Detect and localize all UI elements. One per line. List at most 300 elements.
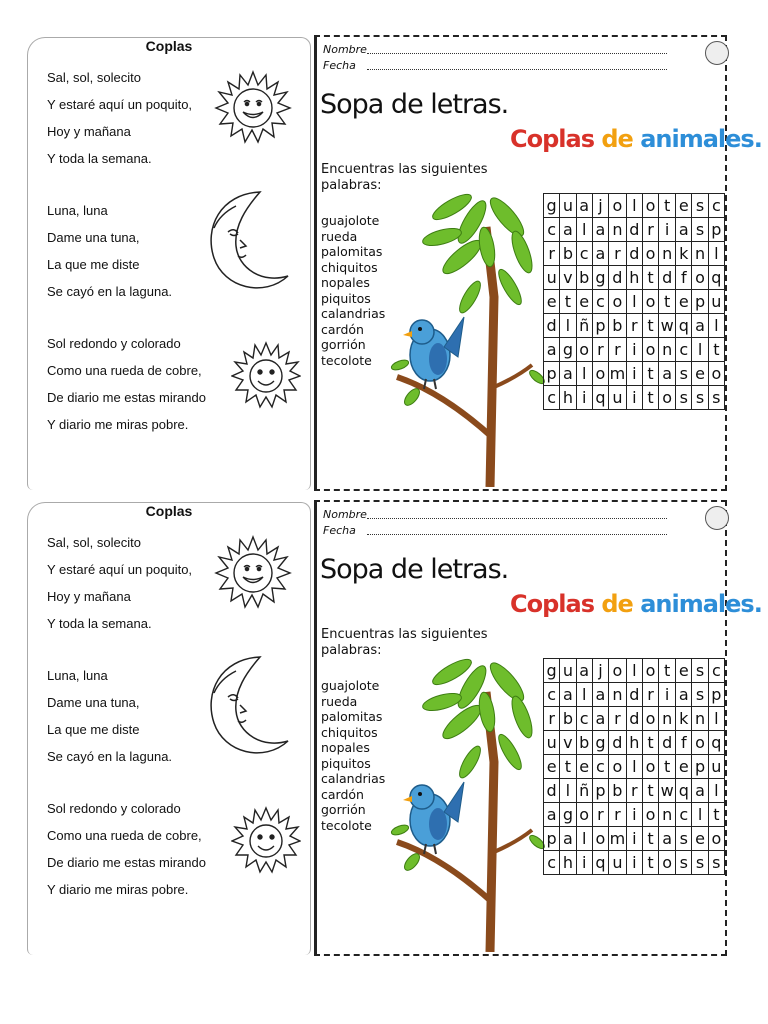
verse-line: Hoy y mañana (47, 124, 131, 139)
verse-line: Sol redondo y colorado (47, 336, 181, 351)
word-item: rueda (321, 693, 358, 709)
grid-cell[interactable]: b (609, 314, 627, 338)
verse-line: Luna, luna (47, 668, 108, 683)
grid-cell[interactable]: g (560, 338, 576, 362)
grid-cell[interactable]: c (544, 851, 560, 875)
grid-row (544, 707, 725, 731)
grid-cell[interactable]: a (576, 194, 592, 218)
grid-cell[interactable]: l (708, 707, 724, 731)
instruction-line: palabras: (321, 643, 382, 658)
grid-cell[interactable]: n (692, 707, 708, 731)
word-list (321, 213, 385, 368)
word-item: gorrión (321, 337, 366, 352)
worksheet-copy-2 (0, 500, 768, 960)
grid-cell[interactable]: a (560, 683, 576, 707)
word-item: chiquitos (321, 259, 378, 275)
word-item: guajolote (321, 213, 380, 228)
grid-cell[interactable]: q (676, 314, 692, 338)
grid-cell[interactable]: u (609, 851, 627, 875)
word-item: gorrión (321, 802, 366, 817)
grid-cell[interactable]: r (592, 338, 608, 362)
date-field[interactable] (323, 59, 356, 72)
coplas-title: Coplas (145, 503, 193, 519)
grid-cell[interactable]: h (626, 266, 642, 290)
grid-cell[interactable]: d (626, 242, 642, 266)
grid-cell[interactable]: o (592, 827, 608, 851)
grid-cell[interactable]: p (692, 755, 708, 779)
grid-cell[interactable]: s (676, 827, 692, 851)
grid-cell[interactable]: a (544, 338, 560, 362)
grid-cell[interactable]: g (592, 731, 608, 755)
coplas-title: Coplas (145, 38, 193, 54)
grid-cell[interactable]: o (592, 362, 608, 386)
verse-line: De diario me estas mirando (47, 390, 206, 405)
grid-cell[interactable]: r (609, 338, 627, 362)
worksheet-title: Sopa de letras. (320, 554, 509, 585)
grid-cell[interactable]: p (544, 362, 560, 386)
grid-cell[interactable]: t (642, 851, 658, 875)
grid-cell[interactable]: i (576, 386, 592, 410)
grid-cell[interactable]: l (626, 194, 642, 218)
grid-cell[interactable]: a (692, 314, 708, 338)
grid-cell[interactable]: l (708, 242, 724, 266)
grid-cell[interactable]: q (592, 386, 608, 410)
verse-line: La que me diste (47, 722, 140, 737)
grid-cell[interactable]: a (592, 683, 608, 707)
grid-cell[interactable]: n (659, 338, 676, 362)
grid-cell[interactable]: r (544, 707, 560, 731)
grid-cell[interactable]: i (576, 851, 592, 875)
grid-cell[interactable]: r (544, 242, 560, 266)
bluebird-illustration (403, 317, 464, 389)
grid-cell[interactable]: e (676, 659, 692, 683)
grid-row (544, 338, 725, 362)
grid-cell[interactable]: i (626, 362, 642, 386)
verse-line: Sal, sol, solecito (47, 535, 141, 550)
grid-cell[interactable]: o (642, 338, 658, 362)
grid-cell[interactable]: s (692, 386, 708, 410)
grid-cell[interactable]: a (659, 362, 676, 386)
grid-cell[interactable]: b (609, 779, 627, 803)
word-item: palomitas (321, 709, 383, 724)
grid-cell[interactable]: t (659, 194, 676, 218)
worksheet-subtitle (510, 590, 762, 618)
grid-row (544, 266, 725, 290)
grid-row (544, 659, 725, 683)
grid-cell[interactable]: a (676, 683, 692, 707)
grid-cell[interactable]: u (708, 755, 724, 779)
grid-cell[interactable]: h (626, 731, 642, 755)
verse-line: La que me diste (47, 257, 140, 272)
grid-cell[interactable]: t (659, 755, 676, 779)
grid-cell[interactable]: c (708, 194, 724, 218)
grid-cell[interactable]: c (592, 290, 608, 314)
sopa-de-letras-card (314, 500, 762, 956)
grid-cell[interactable]: c (576, 242, 592, 266)
grid-cell[interactable]: a (659, 827, 676, 851)
grid-cell[interactable]: q (592, 851, 608, 875)
grid-cell[interactable]: t (642, 314, 658, 338)
grid-cell[interactable]: i (626, 851, 642, 875)
grid-cell[interactable]: t (642, 731, 658, 755)
name-label: Nombre (323, 43, 367, 56)
grid-row (544, 851, 725, 875)
grid-cell[interactable]: a (592, 707, 608, 731)
grid-cell[interactable]: f (676, 731, 692, 755)
word-item: nopales (321, 275, 370, 290)
word-item: piquitos (321, 755, 371, 771)
stanza-sun-2 (47, 330, 206, 438)
grid-cell[interactable]: s (676, 362, 692, 386)
school-logo-icon (705, 41, 729, 65)
grid-cell[interactable]: g (560, 803, 576, 827)
grid-cell[interactable]: u (544, 731, 560, 755)
word-item: tecolote (321, 817, 372, 833)
grid-cell[interactable]: h (560, 851, 576, 875)
grid-cell[interactable]: o (692, 731, 708, 755)
grid-cell[interactable]: l (576, 218, 592, 242)
word-search-grid[interactable] (543, 658, 725, 875)
grid-cell[interactable]: u (609, 386, 627, 410)
date-line[interactable] (367, 534, 667, 535)
grid-cell[interactable]: c (544, 386, 560, 410)
instruction-line: palabras: (321, 178, 382, 193)
grid-cell[interactable]: t (659, 659, 676, 683)
grid-cell[interactable]: o (659, 851, 676, 875)
subtitle-word: de (601, 125, 633, 153)
grid-row (544, 194, 725, 218)
bluebird-illustration (403, 782, 464, 854)
school-logo-icon (705, 506, 729, 530)
name-field[interactable] (323, 508, 367, 521)
grid-row (544, 803, 725, 827)
grid-cell[interactable]: t (642, 266, 658, 290)
grid-cell[interactable]: b (576, 731, 592, 755)
moon-icon (200, 188, 294, 296)
sun-icon (214, 533, 292, 611)
grid-cell[interactable]: g (544, 659, 560, 683)
grid-cell[interactable]: n (659, 242, 676, 266)
grid-cell[interactable]: o (642, 659, 658, 683)
grid-cell[interactable]: p (592, 779, 608, 803)
grid-cell[interactable]: e (676, 194, 692, 218)
grid-cell[interactable]: u (560, 659, 576, 683)
grid-cell[interactable]: t (708, 338, 724, 362)
grid-cell[interactable]: t (642, 362, 658, 386)
grid-cell[interactable]: t (560, 290, 576, 314)
grid-cell[interactable]: d (609, 731, 627, 755)
sun-icon (214, 68, 292, 146)
grid-cell[interactable]: w (659, 779, 676, 803)
verse-line: Y toda la semana. (47, 151, 152, 166)
word-item: cardón (321, 786, 364, 802)
word-item: calandrias (321, 306, 386, 321)
grid-cell[interactable]: r (609, 803, 627, 827)
grid-cell[interactable]: o (708, 827, 724, 851)
word-item: chiquitos (321, 724, 378, 740)
verse-line: Hoy y mañana (47, 589, 131, 604)
verse-line: Sol redondo y colorado (47, 801, 181, 816)
grid-cell[interactable]: a (576, 659, 592, 683)
grid-cell[interactable]: t (642, 827, 658, 851)
grid-row (544, 314, 725, 338)
grid-cell[interactable]: o (708, 362, 724, 386)
grid-cell[interactable]: q (708, 731, 724, 755)
stanza-moon (47, 197, 172, 305)
sun-icon (231, 340, 301, 410)
grid-cell[interactable]: o (609, 755, 627, 779)
grid-cell[interactable]: h (560, 386, 576, 410)
grid-row (544, 779, 725, 803)
grid-cell[interactable]: p (544, 827, 560, 851)
grid-cell[interactable]: o (642, 755, 658, 779)
grid-cell[interactable]: l (576, 827, 592, 851)
coplas-card (27, 37, 311, 490)
grid-cell[interactable]: e (576, 755, 592, 779)
grid-cell[interactable]: p (692, 290, 708, 314)
grid-cell[interactable]: o (609, 290, 627, 314)
grid-cell[interactable]: i (626, 338, 642, 362)
grid-cell[interactable]: s (676, 386, 692, 410)
grid-row (544, 290, 725, 314)
grid-cell[interactable]: o (609, 194, 627, 218)
word-list (321, 678, 385, 833)
grid-cell[interactable]: e (576, 290, 592, 314)
tree-illustration (382, 187, 552, 487)
grid-cell[interactable]: g (544, 194, 560, 218)
verse-line: Y estaré aquí un poquito, (47, 97, 193, 112)
grid-cell[interactable]: g (592, 266, 608, 290)
grid-cell[interactable]: i (659, 218, 676, 242)
name-line[interactable] (367, 53, 667, 54)
grid-cell[interactable]: a (560, 362, 576, 386)
name-line[interactable] (367, 518, 667, 519)
grid-cell[interactable]: d (626, 683, 642, 707)
grid-cell[interactable]: s (692, 659, 708, 683)
grid-cell[interactable]: c (544, 218, 560, 242)
grid-cell[interactable]: n (659, 707, 676, 731)
grid-cell[interactable]: r (626, 314, 642, 338)
grid-cell[interactable]: i (659, 683, 676, 707)
grid-row (544, 755, 725, 779)
grid-cell[interactable]: f (676, 266, 692, 290)
subtitle-word: animales. (640, 125, 762, 153)
grid-cell[interactable]: e (692, 827, 708, 851)
grid-cell[interactable]: c (544, 683, 560, 707)
grid-cell[interactable]: a (592, 242, 608, 266)
grid-cell[interactable]: d (659, 731, 676, 755)
grid-cell[interactable]: o (642, 242, 658, 266)
grid-cell[interactable]: d (544, 314, 560, 338)
grid-cell[interactable]: o (576, 803, 592, 827)
grid-cell[interactable]: j (592, 194, 608, 218)
grid-cell[interactable]: a (560, 827, 576, 851)
grid-cell[interactable]: p (708, 683, 724, 707)
grid-cell[interactable]: t (560, 755, 576, 779)
grid-cell[interactable]: t (708, 803, 724, 827)
grid-cell[interactable]: a (692, 779, 708, 803)
grid-cell[interactable]: s (692, 683, 708, 707)
date-field[interactable] (323, 524, 356, 537)
grid-cell[interactable]: v (560, 731, 576, 755)
instruction-line: Encuentras las siguientes (321, 162, 488, 177)
stanza-sun (47, 529, 192, 637)
grid-cell[interactable]: l (560, 314, 576, 338)
grid-cell[interactable]: s (692, 194, 708, 218)
grid-cell[interactable]: t (642, 779, 658, 803)
grid-cell[interactable]: i (626, 803, 642, 827)
worksheet-copy-1 (0, 35, 768, 495)
grid-cell[interactable]: ñ (576, 314, 592, 338)
verse-line: Y diario me miras pobre. (47, 417, 189, 432)
grid-cell[interactable]: ñ (576, 779, 592, 803)
verse-line: Como una rueda de cobre, (47, 363, 202, 378)
grid-cell[interactable]: q (708, 266, 724, 290)
verse-line: Y diario me miras pobre. (47, 882, 189, 897)
grid-cell[interactable]: t (659, 290, 676, 314)
worksheet-subtitle (510, 125, 762, 153)
grid-cell[interactable]: b (576, 266, 592, 290)
grid-cell[interactable]: a (592, 218, 608, 242)
grid-cell[interactable]: d (626, 218, 642, 242)
name-field[interactable] (323, 43, 367, 56)
grid-row (544, 242, 725, 266)
name-label: Nombre (323, 508, 367, 521)
word-item: palomitas (321, 244, 383, 259)
grid-cell[interactable]: a (544, 803, 560, 827)
grid-cell[interactable]: l (626, 290, 642, 314)
grid-cell[interactable]: i (626, 386, 642, 410)
grid-cell[interactable]: l (708, 779, 724, 803)
grid-cell[interactable]: c (708, 659, 724, 683)
grid-cell[interactable]: r (609, 242, 627, 266)
grid-cell[interactable]: r (592, 803, 608, 827)
grid-cell[interactable]: a (676, 218, 692, 242)
word-item: calandrias (321, 771, 386, 786)
grid-cell[interactable]: l (560, 779, 576, 803)
grid-cell[interactable]: e (692, 362, 708, 386)
grid-cell[interactable]: u (560, 194, 576, 218)
grid-cell[interactable]: c (676, 338, 692, 362)
grid-cell[interactable]: j (592, 659, 608, 683)
grid-cell[interactable]: o (642, 290, 658, 314)
grid-cell[interactable]: o (659, 386, 676, 410)
grid-cell[interactable]: o (642, 803, 658, 827)
grid-cell[interactable]: e (544, 290, 560, 314)
grid-cell[interactable]: e (676, 290, 692, 314)
grid-row (544, 218, 725, 242)
grid-cell[interactable]: s (708, 386, 724, 410)
grid-cell[interactable]: b (560, 707, 576, 731)
sopa-de-letras-card (314, 35, 762, 491)
grid-cell[interactable]: p (708, 218, 724, 242)
grid-cell[interactable]: m (609, 827, 627, 851)
word-item: nopales (321, 740, 370, 755)
grid-cell[interactable]: r (642, 683, 658, 707)
grid-cell[interactable]: l (708, 314, 724, 338)
grid-cell[interactable]: v (560, 266, 576, 290)
grid-cell[interactable]: b (560, 242, 576, 266)
grid-row (544, 731, 725, 755)
grid-cell[interactable]: l (626, 755, 642, 779)
grid-cell[interactable]: k (676, 242, 692, 266)
verse-line: Se cayó en la laguna. (47, 749, 173, 764)
subtitle-word: animales. (640, 590, 762, 618)
grid-cell[interactable]: s (708, 851, 724, 875)
grid-row (544, 683, 725, 707)
instruction-line: Encuentras las siguientes (321, 627, 488, 642)
grid-cell[interactable]: o (642, 194, 658, 218)
moon-icon (200, 653, 294, 761)
grid-cell[interactable]: r (626, 779, 642, 803)
date-line[interactable] (367, 69, 667, 70)
grid-body (544, 659, 725, 875)
grid-cell[interactable]: s (692, 218, 708, 242)
word-item: piquitos (321, 290, 371, 306)
verse-line: Luna, luna (47, 203, 108, 218)
grid-cell[interactable]: a (560, 218, 576, 242)
grid-cell[interactable]: l (576, 683, 592, 707)
date-label: Fecha (323, 524, 356, 537)
word-item: guajolote (321, 678, 380, 693)
grid-cell[interactable]: p (592, 314, 608, 338)
grid-cell[interactable]: w (659, 314, 676, 338)
word-search-grid[interactable] (543, 193, 725, 410)
grid-cell[interactable]: m (609, 362, 627, 386)
grid-cell[interactable]: n (609, 683, 627, 707)
grid-cell[interactable]: q (676, 779, 692, 803)
grid-cell[interactable]: s (676, 851, 692, 875)
grid-cell[interactable]: k (676, 707, 692, 731)
grid-cell[interactable]: c (592, 755, 608, 779)
grid-cell[interactable]: u (544, 266, 560, 290)
verse-line: Dame una tuna, (47, 230, 140, 245)
date-label: Fecha (323, 59, 356, 72)
grid-cell[interactable]: t (642, 386, 658, 410)
grid-cell[interactable]: o (609, 659, 627, 683)
grid-cell[interactable]: r (609, 707, 627, 731)
grid-cell[interactable]: r (642, 218, 658, 242)
grid-cell[interactable]: d (609, 266, 627, 290)
subtitle-word: de (601, 590, 633, 618)
grid-cell[interactable]: d (544, 779, 560, 803)
grid-cell[interactable]: l (576, 362, 592, 386)
grid-cell[interactable]: n (609, 218, 627, 242)
grid-cell[interactable]: d (626, 707, 642, 731)
grid-cell[interactable]: l (692, 803, 708, 827)
grid-cell[interactable]: e (676, 755, 692, 779)
grid-cell[interactable]: l (626, 659, 642, 683)
grid-cell[interactable]: l (692, 338, 708, 362)
grid-cell[interactable]: c (576, 707, 592, 731)
word-item: cardón (321, 321, 364, 337)
grid-cell[interactable]: n (659, 803, 676, 827)
grid-cell[interactable]: s (692, 851, 708, 875)
grid-cell[interactable]: o (642, 707, 658, 731)
grid-cell[interactable]: c (676, 803, 692, 827)
word-item: rueda (321, 228, 358, 244)
grid-cell[interactable]: o (692, 266, 708, 290)
stanza-moon (47, 662, 172, 770)
grid-cell[interactable]: o (576, 338, 592, 362)
grid-cell[interactable]: e (544, 755, 560, 779)
stanza-sun-2 (47, 795, 206, 903)
stanza-sun (47, 64, 192, 172)
grid-cell[interactable]: i (626, 827, 642, 851)
grid-cell[interactable]: d (659, 266, 676, 290)
grid-cell[interactable]: n (692, 242, 708, 266)
grid-cell[interactable]: u (708, 290, 724, 314)
